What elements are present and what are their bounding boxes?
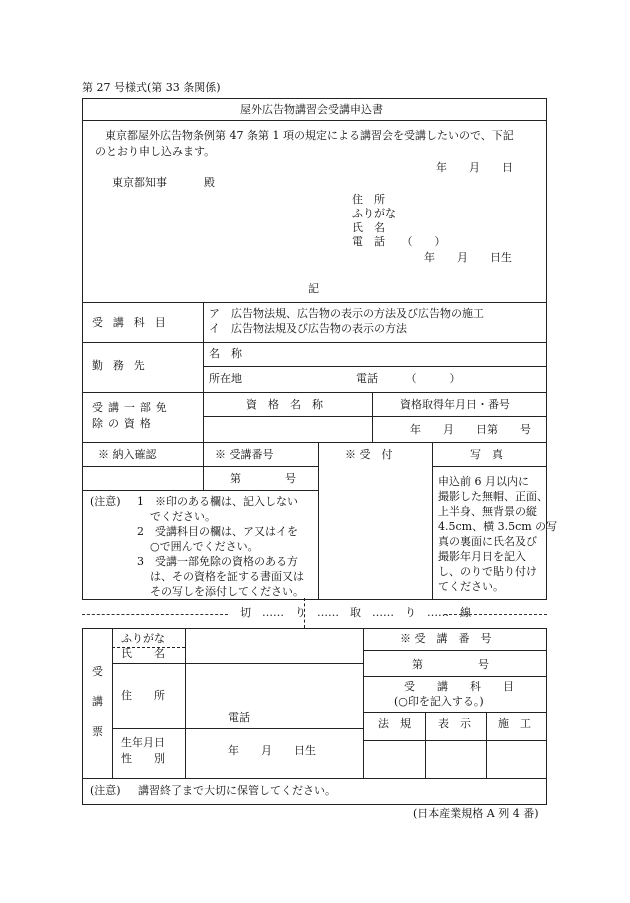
ticket-address-label: 住 所 [121, 689, 165, 702]
qualification-name-header: 資 格 名 称 [246, 398, 323, 411]
ticket-subject-header: 受 講 科 目 [404, 680, 514, 693]
notes-label: (注意) [90, 495, 121, 508]
photo-note-line: 撮影した無帽、正面、 [438, 490, 548, 503]
addressee: 東京都知事 [112, 176, 167, 189]
photo-note-line: 4.5cm、横 3.5cm の写 [438, 520, 558, 533]
qualification-date-header: 資格取得年月日・番号 [400, 398, 510, 411]
ticket-phone-label: 電話 [228, 711, 250, 724]
application-date: 年 月 日 [436, 161, 513, 174]
note-3-line-3: その写しを添付してください。 [150, 585, 304, 598]
photo-note-line: し、のりで貼り付け [438, 565, 537, 578]
qualification-date-cell: 年 月 日第 号 [410, 423, 531, 436]
applicant-birth-label: 年 月 日生 [424, 251, 512, 264]
exemption-label-2: 除の資格 [92, 417, 156, 430]
course-option-i[interactable]: イ 広告物法規及び広告物の表示の方法 [209, 322, 407, 335]
ticket-col-law: 法 規 [378, 717, 411, 730]
ticket-side-label-3: 票 [92, 725, 103, 738]
employer-name-label: 名 称 [209, 347, 242, 360]
intro-line-2: のとおり申し込みます。 [95, 145, 216, 158]
employer-label: 勤務先 [92, 359, 155, 372]
note-3-line-2: は、その資格を証する書面又は [150, 570, 304, 583]
received-header: ※ 受 付 [345, 448, 393, 461]
payment-confirmation-header: ※ 納入確認 [98, 448, 157, 461]
photo-header: 写 真 [470, 448, 503, 461]
ticket-name-label: 氏 名 [121, 647, 165, 660]
form-title: 屋外広告物講習会受講申込書 [240, 103, 383, 116]
photo-note-line: てください。 [438, 580, 504, 593]
employer-phone-label: 電話 （ ） [356, 372, 461, 385]
note-2-line-2: ○で囲んでください。 [150, 540, 259, 553]
ticket-note-label: (注意) [90, 784, 121, 797]
paper-size-note: (日本産業規格 A 列 4 番) [413, 807, 539, 820]
ki-label: 記 [308, 282, 319, 295]
photo-note-line: 撮影年月日を記入 [438, 550, 526, 563]
employer-location-label: 所在地 [209, 372, 242, 385]
course-option-a[interactable]: ア 広告物法規、広告物の表示の方法及び広告物の施工 [209, 307, 484, 320]
ticket-col-construction: 施 工 [498, 717, 531, 730]
intro-line-1: 東京都屋外広告物条例第 47 条第 1 項の規定による講習会を受講したいので、下記 [105, 129, 514, 142]
ticket-col-display: 表 示 [438, 717, 471, 730]
ticket-side-label-1: 受 [92, 665, 103, 678]
ticket-gender-label: 性 別 [121, 752, 165, 765]
ticket-birth-label: 生年月日 [121, 736, 165, 749]
honorific: 殿 [204, 176, 215, 189]
photo-instructions [438, 474, 557, 594]
note-1-line-2: でください。 [150, 510, 216, 523]
ticket-number-header: ※ 受 講 番 号 [400, 632, 492, 645]
ticket-side-label-2: 講 [92, 695, 103, 708]
exemption-label-1: 受講一部免 [92, 401, 172, 414]
course-label: 受講科目 [92, 316, 176, 329]
ticket-furigana-label: ふりがな [121, 632, 165, 645]
note-3-line-1: 3 受講一部免除の資格のある方 [137, 555, 298, 568]
ticket-birth-value: 年 月 日生 [228, 744, 316, 757]
receipt-number-header: ※ 受講番号 [215, 448, 274, 461]
applicant-name-label: 氏 名 [352, 221, 385, 234]
ticket-note: 講習終了まで大切に保管してください。 [138, 784, 336, 797]
photo-note-line: 真の裏面に氏名及び [438, 535, 537, 548]
receipt-number-cell: 第 号 [230, 472, 296, 485]
photo-note-line: 申込前 6 月以内に [438, 475, 529, 488]
applicant-furigana-label: ふりがな [352, 207, 396, 220]
applicant-address-label: 住 所 [352, 193, 385, 206]
ticket-subject-hint: (○印を記入する。) [394, 695, 484, 708]
ticket-number-value: 第 号 [412, 658, 489, 671]
cut-line: 切 …… り …… 取 …… り …… 線 [236, 607, 475, 620]
photo-note-line: 上半身、無背景の縦 [438, 505, 537, 518]
note-2-line-1: 2 受講科目の欄は、ア又はイを [137, 525, 298, 538]
note-1-line-1: 1 ※印のある欄は、記入しない [137, 495, 298, 508]
applicant-phone-label: 電 話 （ ） [352, 235, 446, 248]
form-number: 第 27 号様式(第 33 条関係) [82, 81, 221, 94]
